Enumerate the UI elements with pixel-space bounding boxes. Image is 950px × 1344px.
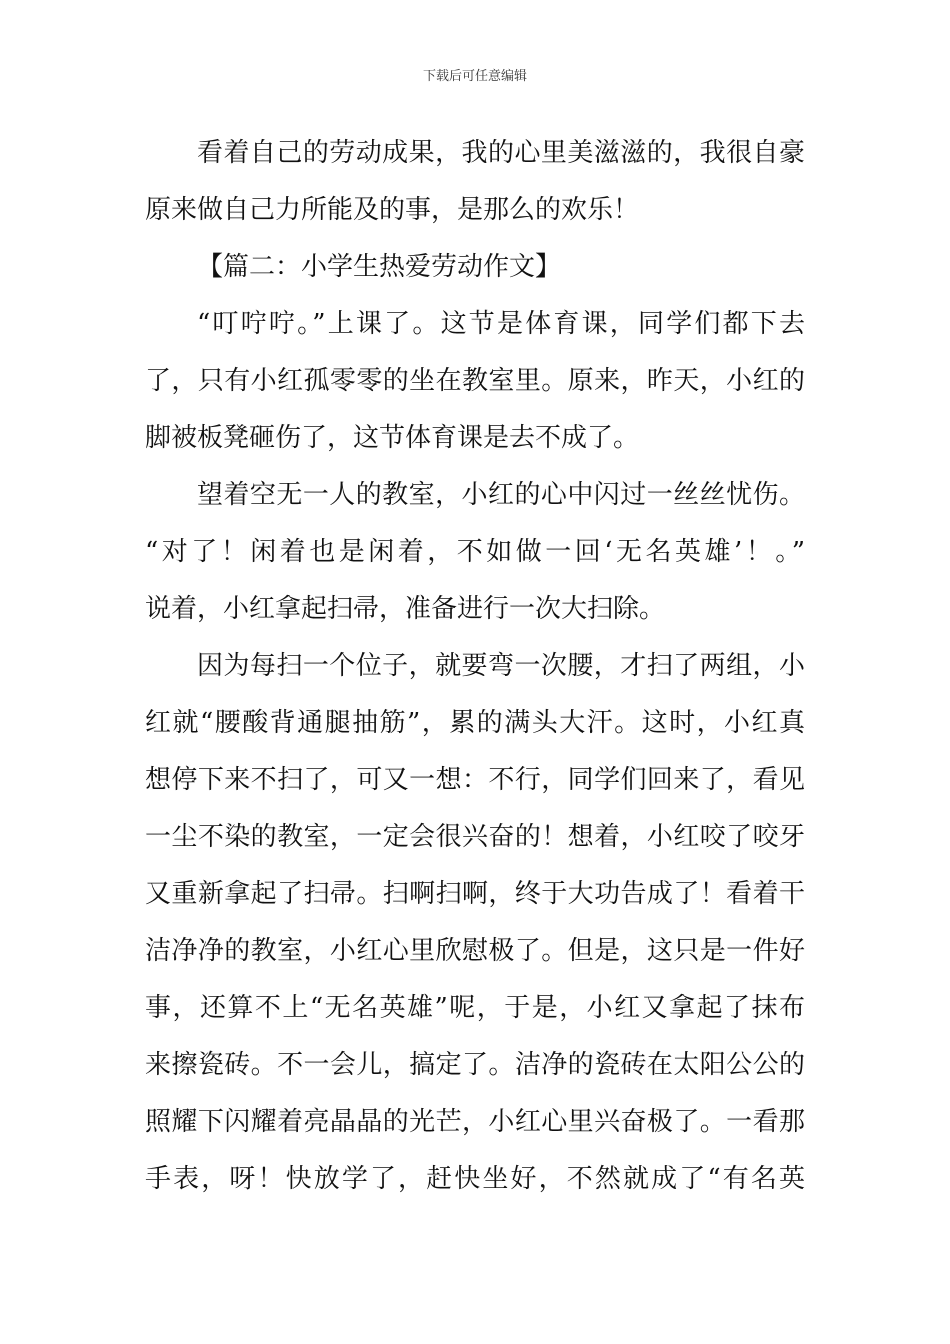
text-line: 红就“腰酸背通腿抽筋”，累的满头大汗。这时，小红真 bbox=[145, 708, 805, 738]
text-line: 照耀下闪耀着亮晶晶的光芒，小红心里兴奋极了。一看那 bbox=[145, 1107, 805, 1137]
text-line: 又重新拿起了扫帚。扫啊扫啊，终于大功告成了！看着干 bbox=[145, 879, 805, 909]
text-line: 说着，小红拿起扫帚，准备进行一次大扫除。 bbox=[145, 594, 666, 624]
text-line: 一尘不染的教室，一定会很兴奋的！想着，小红咬了咬牙 bbox=[145, 822, 805, 852]
text-line: 来擦瓷砖。不一会儿，搞定了。洁净的瓷砖在太阳公公的 bbox=[145, 1050, 805, 1080]
document-body bbox=[145, 125, 805, 1208]
text-line: “对了！闲着也是闲着，不如做一回‘无名英雄’！。” bbox=[145, 537, 805, 567]
text-line: 原来做自己力所能及的事，是那么的欢乐！ bbox=[145, 195, 640, 225]
text-line: 洁净净的教室，小红心里欣慰极了。但是，这只是一件好 bbox=[145, 936, 805, 966]
text-line: 事，还算不上“无名英雄”呢，于是，小红又拿起了抹布 bbox=[145, 993, 805, 1023]
text-line: 了，只有小红孤零零的坐在教室里。原来，昨天，小红的 bbox=[145, 366, 805, 396]
text-line: 手表，呀！快放学了，赶快坐好，不然就成了“有名英 bbox=[145, 1164, 805, 1194]
text-line: 望着空无一人的教室，小红的心中闪过一丝丝忧伤。 bbox=[197, 480, 805, 510]
page-header-note: 下载后可任意编辑 bbox=[422, 69, 527, 84]
section-heading: 【篇二：小学生热爱劳动作文】 bbox=[197, 252, 562, 282]
text-line: “叮咛咛。”上课了。这节是体育课，同学们都下去 bbox=[197, 309, 805, 339]
text-line: 想停下来不扫了，可又一想：不行，同学们回来了，看见 bbox=[145, 765, 805, 795]
text-line: 脚被板凳砸伤了，这节体育课是去不成了。 bbox=[145, 423, 640, 453]
text-line: 看着自己的劳动成果，我的心里美滋滋的，我很自豪 bbox=[197, 138, 805, 168]
text-line: 因为每扫一个位子，就要弯一次腰，才扫了两组，小 bbox=[197, 651, 805, 681]
